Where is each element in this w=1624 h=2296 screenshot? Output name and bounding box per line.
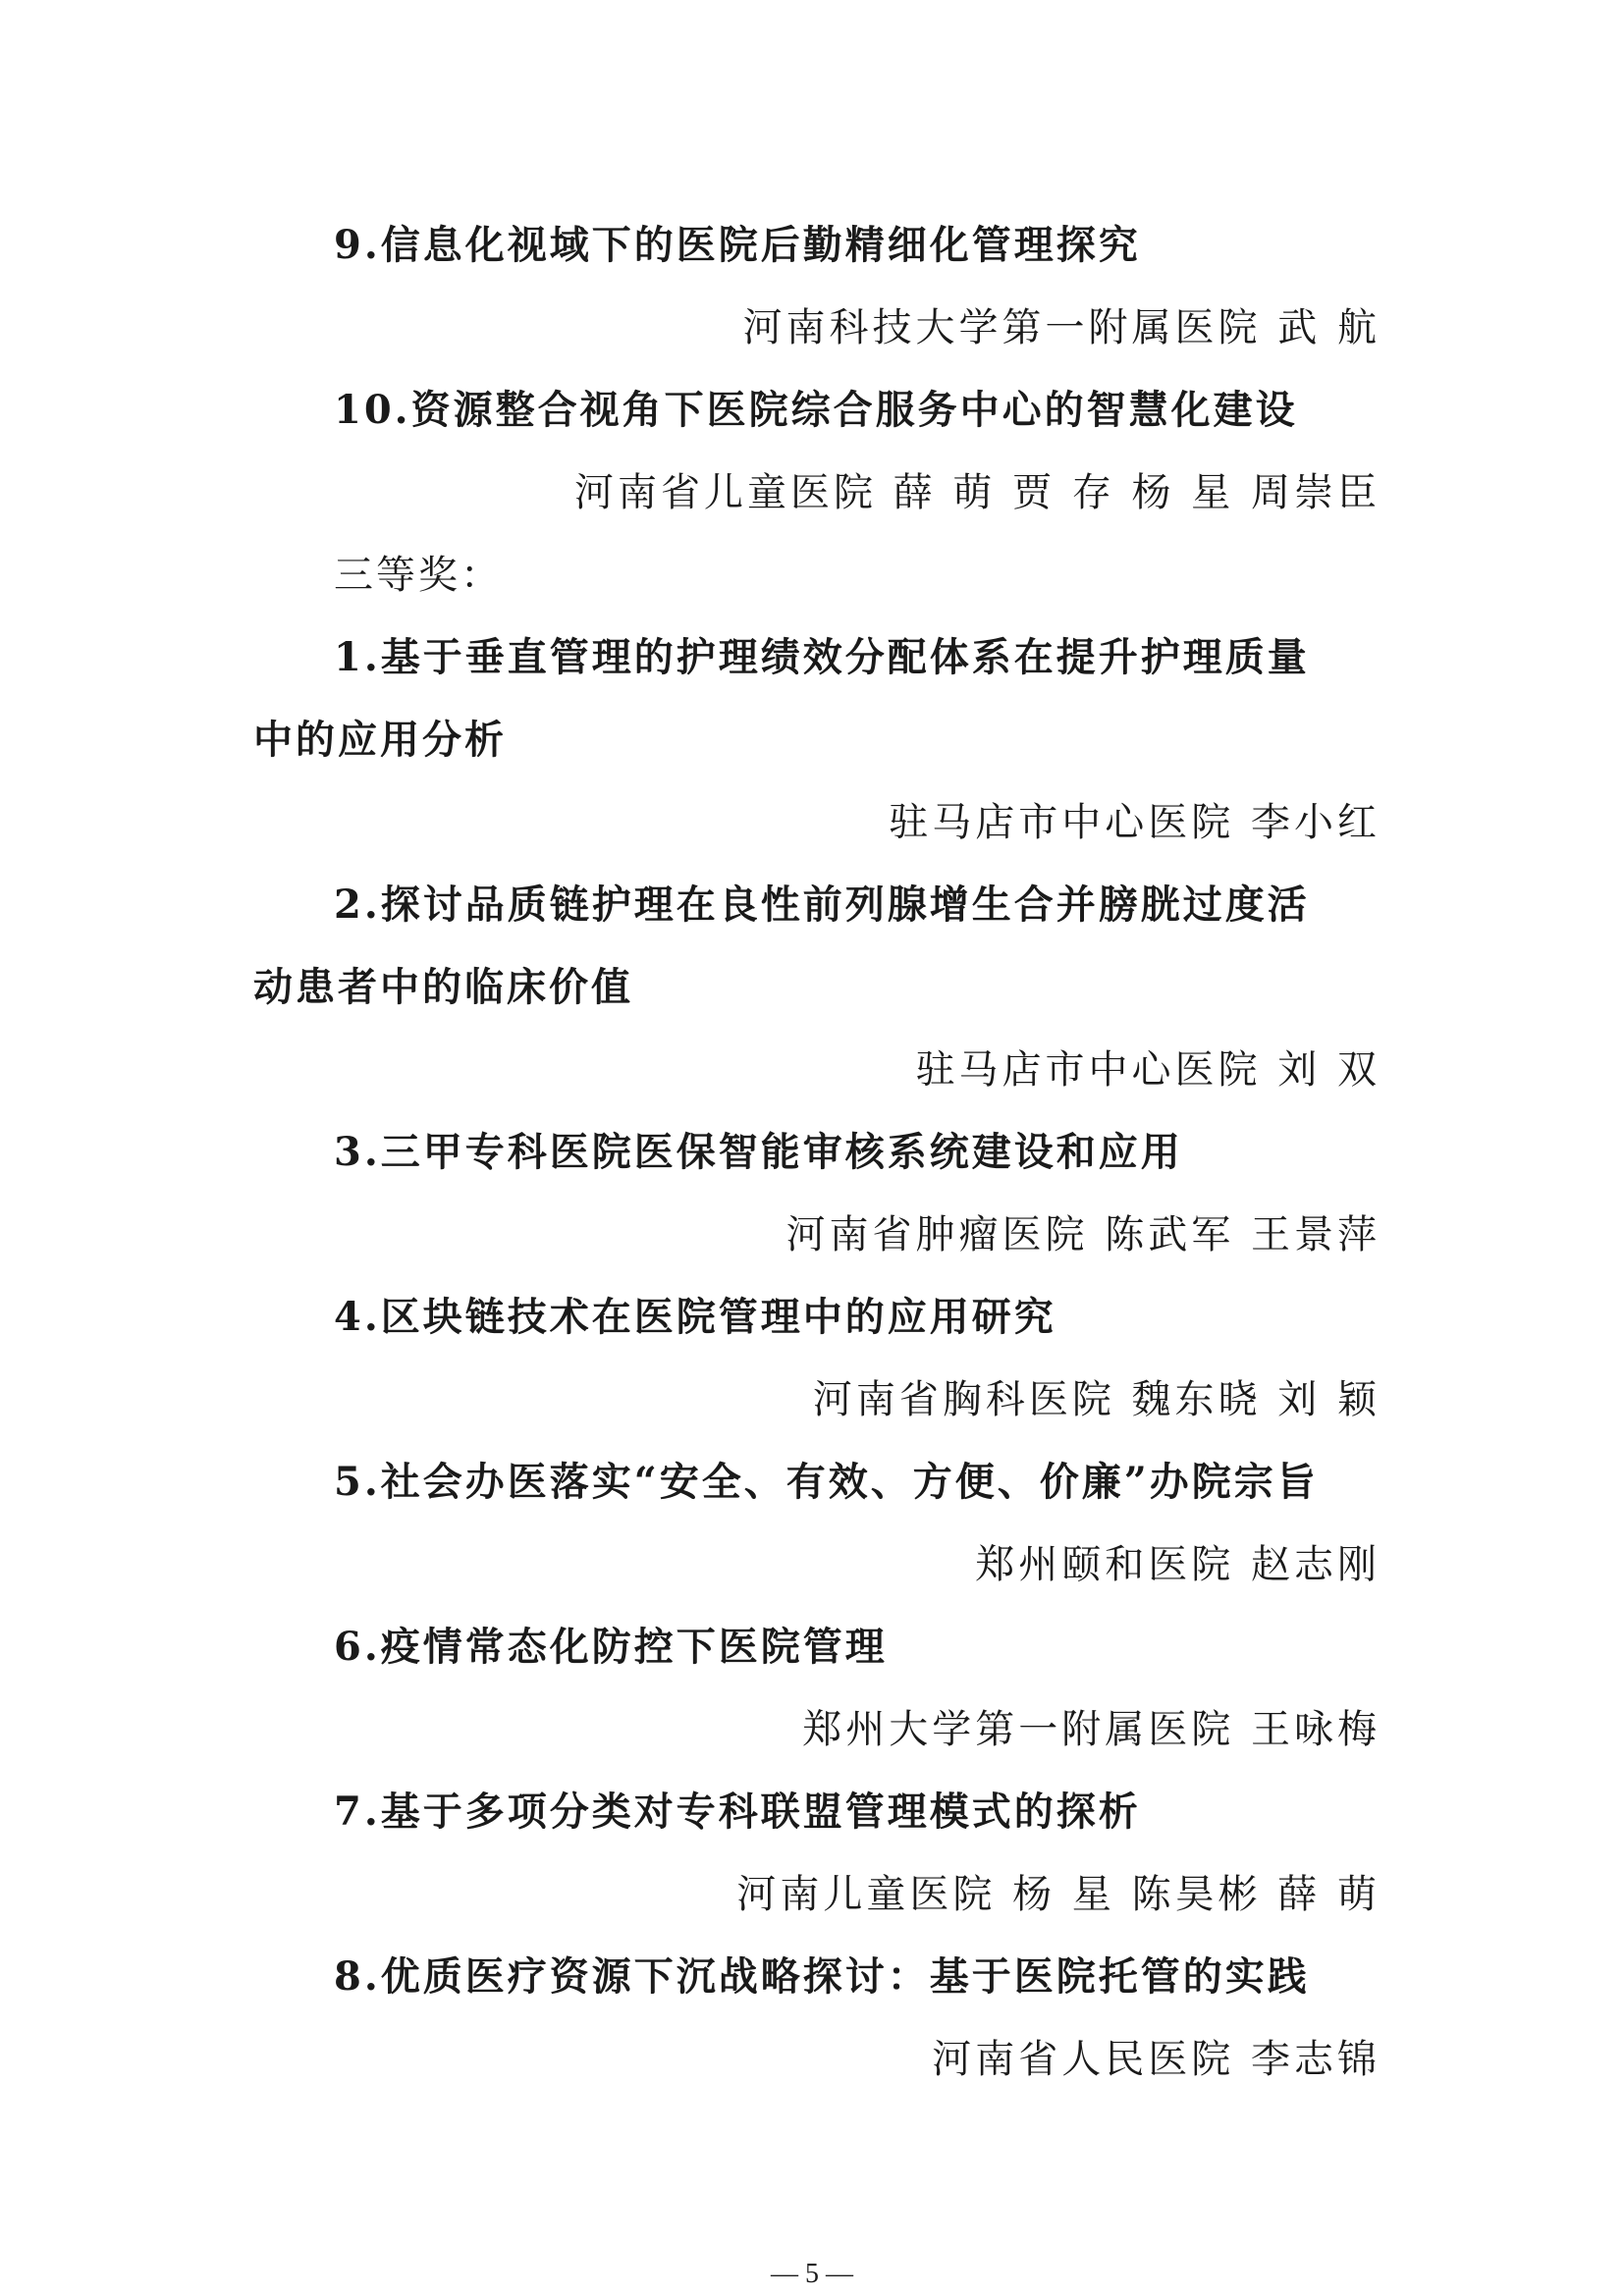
entry-10-author: 河南省儿童医院 薛 萌 贾 存 杨 星 周崇臣 [573,470,1380,515]
third-prize-8-title: 8.优质医疗资源下沉战略探讨：基于医院托管的实践 [334,1953,1310,2000]
third-prize-5-author: 郑州颐和医院 赵志刚 [975,1542,1380,1587]
third-prize-4-author: 河南省胸科医院 魏东晓 刘 颖 [812,1377,1380,1422]
entry-10-title: 10.资源整合视角下医院综合服务中心的智慧化建设 [334,387,1298,433]
third-prize-3-title: 3.三甲专科医院医保智能审核系统建设和应用 [334,1129,1183,1175]
third-prize-5-title: 5.社会办医落实“安全、有效、方便、价廉”办院宗旨 [334,1459,1319,1505]
page-number: — 5 — [771,2259,853,2289]
entry-9-author: 河南科技大学第一附属医院 武 航 [742,305,1380,350]
third-prize-8-author: 河南省人民医院 李志锦 [932,2037,1380,2082]
third-prize-1-title-line2: 中的应用分析 [253,717,507,763]
section-heading-third-prize: 三等奖： [334,553,503,598]
third-prize-1-title-line1: 1.基于垂直管理的护理绩效分配体系在提升护理质量 [334,634,1310,680]
third-prize-3-author: 河南省肿瘤医院 陈武军 王景萍 [785,1212,1380,1257]
entry-9-title: 9.信息化视域下的医院后勤精细化管理探究 [334,222,1141,268]
third-prize-2-title-line2: 动患者中的临床价值 [253,964,633,1010]
third-prize-7-title: 7.基于多项分类对专科联盟管理模式的探析 [334,1789,1141,1835]
third-prize-2-author: 驻马店市中心医院 刘 双 [915,1047,1380,1093]
third-prize-7-author: 河南儿童医院 杨 星 陈昊彬 薛 萌 [736,1872,1380,1917]
third-prize-6-author: 郑州大学第一附属医院 王咏梅 [802,1707,1380,1752]
third-prize-1-author: 驻马店市中心医院 李小红 [889,800,1380,845]
third-prize-2-title-line1: 2.探讨品质链护理在良性前列腺增生合并膀胱过度活 [334,881,1310,928]
third-prize-6-title: 6.疫情常态化防控下医院管理 [334,1624,888,1670]
third-prize-4-title: 4.区块链技术在医院管理中的应用研究 [334,1294,1056,1340]
